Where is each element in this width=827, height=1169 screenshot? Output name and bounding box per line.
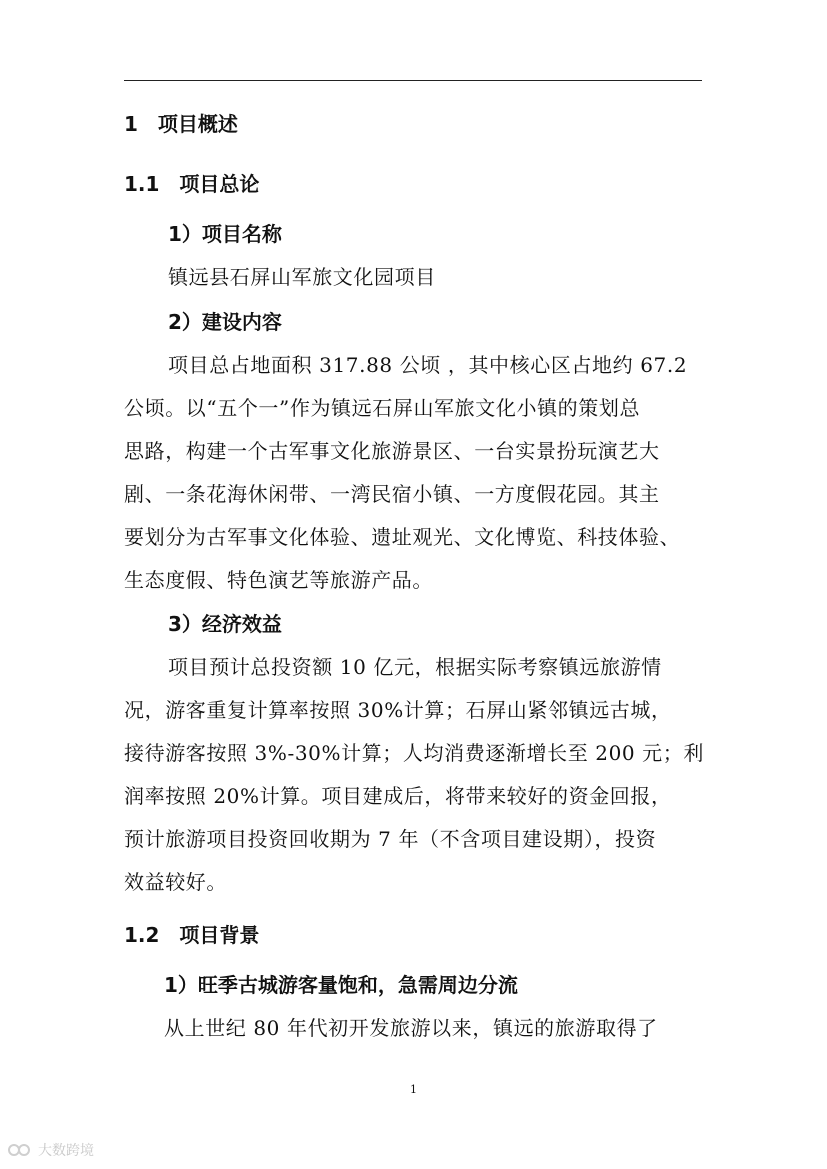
section-1-heading: 1 项目概述 xyxy=(124,112,238,136)
double-ring-logo-icon xyxy=(8,1142,34,1158)
section-1-2-heading: 1.2 项目背景 xyxy=(124,923,260,947)
paragraph-line: 润率按照 20%计算。项目建成后，将带来较好的资金回报， xyxy=(124,784,672,808)
paragraph-line: 项目总占地面积 317.88 公顷 ，其中核心区占地约 67.2 xyxy=(168,353,688,377)
paragraph-line: 公顷。以“五个一”作为镇远石屏山军旅文化小镇的策划总 xyxy=(124,396,641,420)
paragraph-line: 项目预计总投资额 10 亿元，根据实际考察镇远旅游情 xyxy=(168,655,662,679)
page-number: 1 xyxy=(410,1083,417,1096)
item-peak-season-heading: 1）旺季古城游客量饱和，急需周边分流 xyxy=(164,973,518,997)
section-1-1-heading: 1.1 项目总论 xyxy=(124,172,260,196)
item-construction-heading: 2）建设内容 xyxy=(168,310,282,334)
item-project-name-heading: 1）项目名称 xyxy=(168,222,282,246)
paragraph-line: 接待游客按照 3%-30%计算；人均消费逐渐增长至 200 元；利 xyxy=(124,741,704,765)
paragraph-line: 效益较好。 xyxy=(124,870,227,894)
watermark-text: 大数跨境 xyxy=(38,1143,94,1159)
header-rule xyxy=(124,80,702,81)
project-name-text: 镇远县石屏山军旅文化园项目 xyxy=(168,265,436,289)
paragraph-line: 从上世纪 80 年代初开发旅游以来，镇远的旅游取得了 xyxy=(164,1016,658,1040)
paragraph-line: 生态度假、特色演艺等旅游产品。 xyxy=(124,568,433,592)
paragraph-line: 况，游客重复计算率按照 30%计算；石屏山紧邻镇远古城， xyxy=(124,698,672,722)
paragraph-line: 思路，构建一个古军事文化旅游景区、一台实景扮玩演艺大 xyxy=(124,439,660,463)
paragraph-line: 预计旅游项目投资回收期为 7 年（不含项目建设期），投资 xyxy=(124,827,657,851)
paragraph-line: 要划分为古军事文化体验、遗址观光、文化博览、科技体验、 xyxy=(124,525,681,549)
watermark xyxy=(8,1140,94,1160)
item-economic-benefit-heading: 3）经济效益 xyxy=(168,612,282,636)
paragraph-line: 剧、一条花海休闲带、一湾民宿小镇、一方度假花园。其主 xyxy=(124,482,660,506)
